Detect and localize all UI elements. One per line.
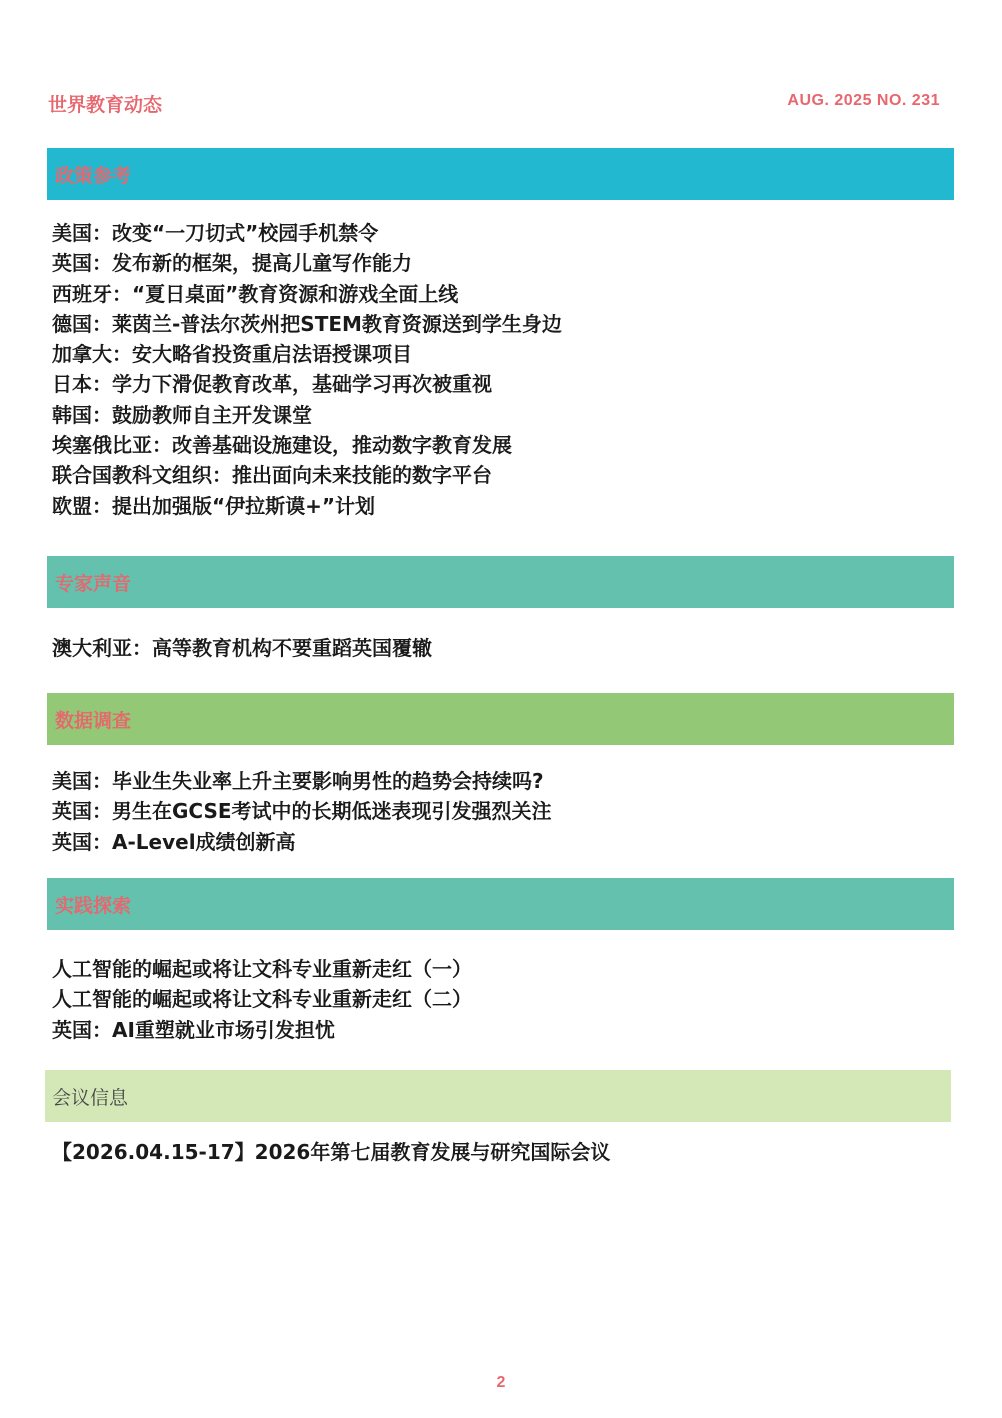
expert-list [52, 633, 432, 663]
list-item[interactable]: 人工智能的崛起或将让文科专业重新走红（二） [52, 987, 472, 1012]
list-item[interactable]: 韩国：鼓励教师自主开发课堂 [52, 402, 312, 427]
list-item[interactable]: 联合国教科文组织：推出面向未来技能的数字平台 [52, 463, 492, 488]
list-item[interactable]: 加拿大：安大略省投资重启法语授课项目 [52, 342, 412, 367]
list-item[interactable]: 西班牙：“夏日桌面”教育资源和游戏全面上线 [52, 281, 459, 306]
section-header-meeting: 会议信息 [45, 1070, 951, 1122]
section-header-expert: 专家声音 [47, 556, 954, 608]
list-item[interactable]: 人工智能的崛起或将让文科专业重新走红（一） [52, 957, 472, 981]
issue-number: AUG. 2025 NO. 231 [787, 92, 940, 109]
list-item[interactable]: 英国：AI重塑就业市场引发担忧 [52, 1017, 335, 1042]
data-list [52, 766, 552, 857]
list-item[interactable]: 美国：改变“一刀切式”校园手机禁令 [52, 221, 379, 245]
list-item[interactable]: 英国：发布新的框架，提高儿童写作能力 [52, 251, 412, 276]
list-item[interactable]: 澳大利亚：高等教育机构不要重蹈英国覆辙 [52, 636, 432, 660]
list-item[interactable]: 【2026.04.15-17】2026年第七届教育发展与研究国际会议 [52, 1140, 611, 1164]
section-header-practice: 实践探索 [47, 878, 954, 930]
list-item[interactable]: 埃塞俄比亚：改善基础设施建设，推动数字教育发展 [52, 433, 512, 458]
section-header-data: 数据调查 [47, 693, 954, 745]
list-item[interactable]: 德国：莱茵兰-普法尔茨州把STEM教育资源送到学生身边 [52, 311, 562, 336]
practice-list [52, 954, 472, 1045]
policy-list [52, 218, 562, 521]
publication-title: 世界教育动态 [48, 94, 163, 116]
section-header-policy: 政策参考 [47, 148, 954, 200]
list-item[interactable]: 英国：男生在GCSE考试中的长期低迷表现引发强烈关注 [52, 799, 552, 824]
list-item[interactable]: 欧盟：提出加强版“伊拉斯谟+”计划 [52, 493, 376, 518]
list-item[interactable]: 美国：毕业生失业率上升主要影响男性的趋势会持续吗? [52, 769, 544, 793]
list-item[interactable]: 英国：A-Level成绩创新高 [52, 829, 296, 854]
list-item[interactable]: 日本：学力下滑促教育改革，基础学习再次被重视 [52, 372, 492, 397]
meeting-list [52, 1137, 610, 1167]
page-number: 2 [496, 1374, 506, 1391]
